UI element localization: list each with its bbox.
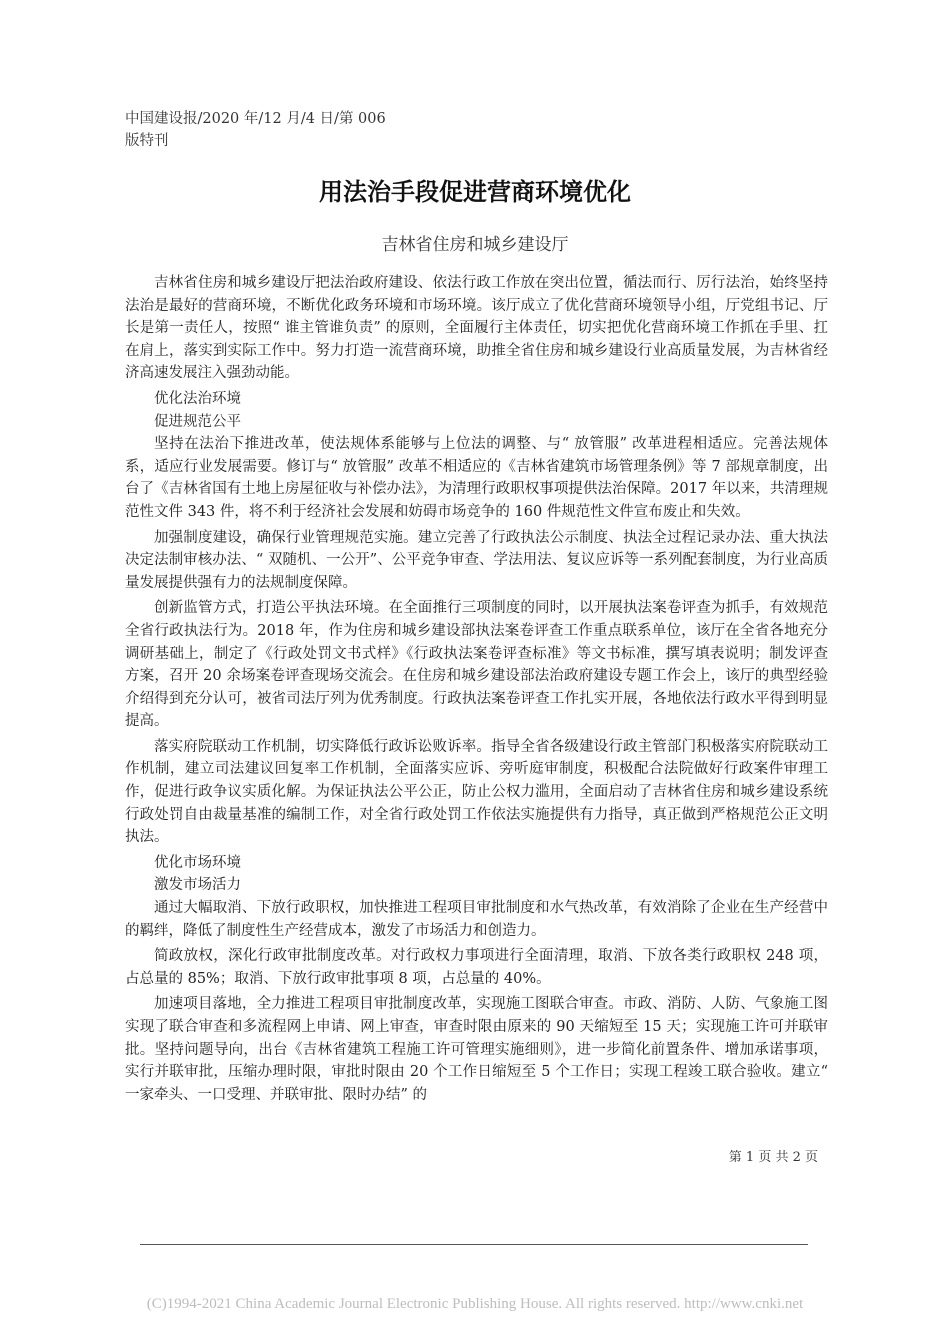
- paragraph: 通过大幅取消、下放行政职权，加快推进工程项目审批制度和水气热改革，有效消除了企业在生产经营中的羁绊，降低了制度性生产经营成本，激发了市场活力和创造力。: [125, 900, 828, 939]
- publication-section: 版特刊: [125, 133, 169, 149]
- publication-header: [125, 108, 386, 152]
- article-body: [125, 272, 828, 1109]
- page-indicator: 第 1 页 共 2 页: [728, 1150, 818, 1165]
- paragraph: 吉林省住房和城乡建设厅把法治政府建设、依法行政工作放在突出位置，循法而行、厉行法治，始终坚持法治是最好的营商环境，不断优化政务环境和市场环境。该厅成立了优化营商环境领导小组，厅党组书记、厅长是第一责任人，按照“ 谁主管谁负责” 的原则，全面履行主体责任，切实把优化营商环境工作抓在手里、扛在肩上，落实到实际工作中。努力打造一流营商环境，助推全省住房和城乡建设行业高质量发展，为吉林省经济高速发展注入强劲动能。: [125, 275, 828, 382]
- article-author: 吉林省住房和城乡建设厅: [381, 235, 569, 255]
- section-heading: 优化法治环境: [154, 390, 241, 407]
- paragraph: 创新监管方式，打造公平执法环境。在全面推行三项制度的同时，以开展执法案卷评查为抓手，有效规范全省行政执法行为。2018 年，作为住房和城乡建设部执法案卷评查工作重点联系单位，该厅在全省各地充分调研基础上，制定了《行政处罚文书式样》《行政执法案卷评查标准》等文书标准，撰写填表说明；制发评查方案，召开 20 余场案卷评查现场交流会。在住房和城乡建设部法治政府建设专题工作会上，该厅的典型经验介绍得到充分认可，被省司法厅列为优秀制度。行政执法案卷评查工作扎实开展，各地依法行政水平得到明显提高。: [125, 600, 828, 730]
- copyright-footer: (C)1994-2021 China Academic Journal Electronic Publishing House. All rights reserved. http://www.cnki.net: [146, 1296, 804, 1312]
- footer-divider: [140, 1244, 808, 1245]
- paragraph: 坚持在法治下推进改革，使法规体系能够与上位法的调整、与“ 放管服” 改革进程相适应。完善法规体系，适应行业发展需要。修订与“ 放管服” 改革不相适应的《吉林省建筑市场管理条例》等 7 部规章制度，出台了《吉林省国有土地上房屋征收与补偿办法》，为清理行政职权事项提供法治保障。2017 年以来，共清理规范性文件 343 件，将不利于经济社会发展和妨碍市场竞争的 160 件规范性文件宣布废止和失效。: [125, 436, 828, 520]
- subsection-heading: 促进规范公平: [154, 413, 241, 430]
- subsection-heading: 激发市场活力: [154, 877, 241, 894]
- paragraph: 简政放权，深化行政审批制度改革。对行政权力事项进行全面清理，取消、下放各类行政职权 248 项，占总量的 85%；取消、下放行政审批事项 8 项，占总量的 40%。: [125, 948, 828, 987]
- article-title: 用法治手段促进营商环境优化: [319, 178, 631, 206]
- paragraph: 落实府院联动工作机制，切实降低行政诉讼败诉率。指导全省各级建设行政主管部门积极落实府院联动工作机制，建立司法建议回复率工作机制，全面落实应诉、旁听庭审制度，积极配合法院做好行政案件审理工作，促进行政争议实质化解。为保证执法公平公正，防止公权力滥用，全面启动了吉林省住房和城乡建设系统行政处罚自由裁量基准的编制工作，对全省行政处罚工作依法实施提供有力指导，真正做到严格规范公正文明执法。: [125, 738, 828, 846]
- paragraph: 加速项目落地，全力推进工程项目审批制度改革，实现施工图联合审查。市政、消防、人防、气象施工图实现了联合审查和多流程网上申请、网上审查，审查时限由原来的 90 天缩短至 15 天；实现施工许可并联审批。坚持问题导向，出台《吉林省建筑工程施工许可管理实施细则》，进一步简化前置条件、增加承诺事项，实行并联审批，压缩办理时限，审批时限由 20 个工作日缩短至 5 个工作日；实现工程竣工联合验收。建立“ 一家牵头、一口受理、并联审批、限时办结” 的: [125, 996, 828, 1103]
- paragraph: 加强制度建设，确保行业管理规范实施。建立完善了行政执法公示制度、执法全过程记录办法、重大执法决定法制审核办法、“ 双随机、一公开”、公平竞争审查、学法用法、复议应诉等一系列配套制度，为行业高质量发展提供强有力的法规制度保障。: [125, 529, 828, 591]
- section-heading: 优化市场环境: [154, 854, 241, 871]
- publication-source: 中国建设报/2020 年/12 月/4 日/第 006: [125, 111, 386, 127]
